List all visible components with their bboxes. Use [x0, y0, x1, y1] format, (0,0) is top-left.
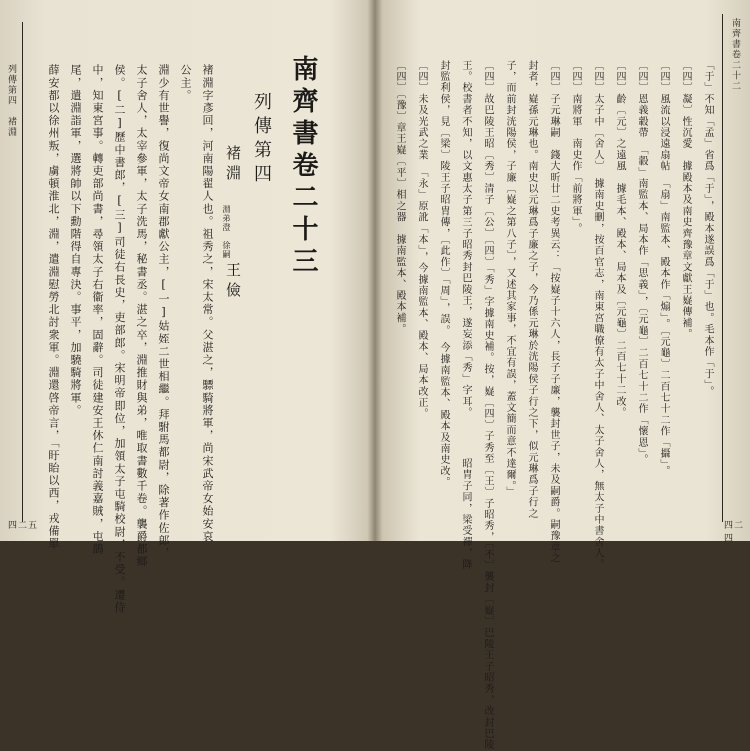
note-column: 封監利侯，見〔梁〕陵王子昭胄傳，〔此作〕「周」，誤。 今據南監本、殿本及南史改。	[438, 60, 449, 488]
left-page-margin-rule	[22, 22, 23, 522]
body-column: 尾，遣淵詣軍，選將帥以下勳階得自專決。事平，加驍騎將軍。	[69, 64, 82, 417]
body-column: 太子舍人，太宰參軍，太子洗馬，秘書丞。湛之卒，淵推財與弟，唯取書數千卷。襲爵都鄉	[135, 64, 148, 568]
body-column: 侯。[二]歷中書郎，[三]司徒右長史，吏部郎。宋明帝即位，加領太子屯騎校尉，不受。遷侍	[113, 64, 126, 614]
body-column: 薛安都以徐州叛，虜頓淮北，淵，遣淵慰勞北討衆軍。淵還啓帝言，「盱眙以西，戎備單	[47, 64, 60, 550]
right-page-margin-rule	[722, 14, 723, 522]
note-column: 「于」不知「孟」省爲「于」，殿本遂誤爲「于」也。毛本作「于」。	[702, 60, 713, 398]
note-column: 〔四〕恩義轂帶 「轂」南監本、局本作「思義」，〔元龜〕二百七十二作「懷恩」。	[636, 60, 647, 466]
left-running-head: 列傳第四 褚淵	[6, 64, 16, 138]
note-column: 子，而前封洸陽侯，子廉〔嶷之第八子〕，又述其家事，不宜有誤，蓋文簡而意不達爾。」	[504, 60, 515, 498]
body-column: 公主。	[179, 64, 192, 102]
body-column: 褚淵字彥回，河南陽翟人也。祖秀之，宋太常。父湛之，驃騎將軍，尚宋武帝女始安哀	[201, 64, 214, 543]
note-column: 〔四〕故巴陵王昭〔秀〕清子〔公〕〔四〕「秀」字據南史補。按，嶷〔四〕子秀至〔王〕子昭秀，〔不〕襲封〔嶷〕巴陵王子昭秀，改封巴陵	[482, 60, 493, 751]
note-column: 〔四〕太子中〔舍人〕 據南史刪，按百官志，南東宮職僚有太子中舍人、太子舍人，無太子中書舍人。	[592, 60, 603, 571]
note-column: 〔四〕未及光武之業 「永」原訛「本」，今據南監本、殿本、局本改正。	[416, 60, 427, 420]
biography-names-small: 淵弟澄 徐嗣	[222, 205, 231, 259]
note-column: 〔四〕〔豫〕章王嶷〔平〕相之器 據南監本、殿本補。	[394, 60, 405, 335]
note-column: 王。校書者不知，以文惠太子第三子昭秀封巴陵王，遂妄添「秀」字耳。 昭胄子同，梁受禪，降	[460, 60, 471, 571]
note-column: 〔四〕南將軍 南史作「前將軍」。	[570, 60, 581, 235]
right-running-head: 南齊書卷二十二	[730, 18, 740, 92]
biography-names: 褚淵	[224, 145, 242, 185]
right-page	[378, 0, 750, 751]
author-name: 王儉	[224, 262, 242, 302]
left-page-number: 四二五	[8, 521, 39, 531]
body-column: 中，知東宮事。轉吏部尚書，尋領太子右衞率，固辭。司徒建安王休仁南討義嘉賊，屯鵲	[91, 64, 104, 556]
note-column: 〔四〕風流以浸遠扇帖 「扇」南監本、殿本作「煽」。〔元龜〕二百七十二作「攝」。	[658, 60, 669, 477]
note-column: 〔四〕子元琳嗣 錢大昕廿二史考異云：「按嶷子十六人，長子子廉，襲封世子，未及嗣爵。嗣豫章之	[548, 60, 559, 564]
body-column: 淵少有世譽，復尚文帝女南郡獻公主，[一]姑姪二世相繼。拜駙馬都尉，除著作佐郎，	[157, 64, 170, 560]
right-page-number: 四二四	[724, 521, 745, 544]
chapter-subtitle: 列傳第四	[251, 92, 272, 188]
note-column: 〔四〕齡〔元〕之遠風 據毛本、殿本、局本及〔元龜〕二百七十二改。	[614, 60, 625, 419]
left-page	[0, 0, 372, 614]
note-column: 〔四〕凝〕性沉愛 據殿本及南史齊豫章文獻王嶷傳補。	[680, 60, 691, 340]
chapter-title: 南齊書卷二十三	[288, 55, 318, 279]
note-column: 封者，嶷孫元琳也。南史以元琳爲子廉之子，今乃係元琳於洸陽侯子行之下，似元琳爲子行之	[526, 60, 537, 520]
